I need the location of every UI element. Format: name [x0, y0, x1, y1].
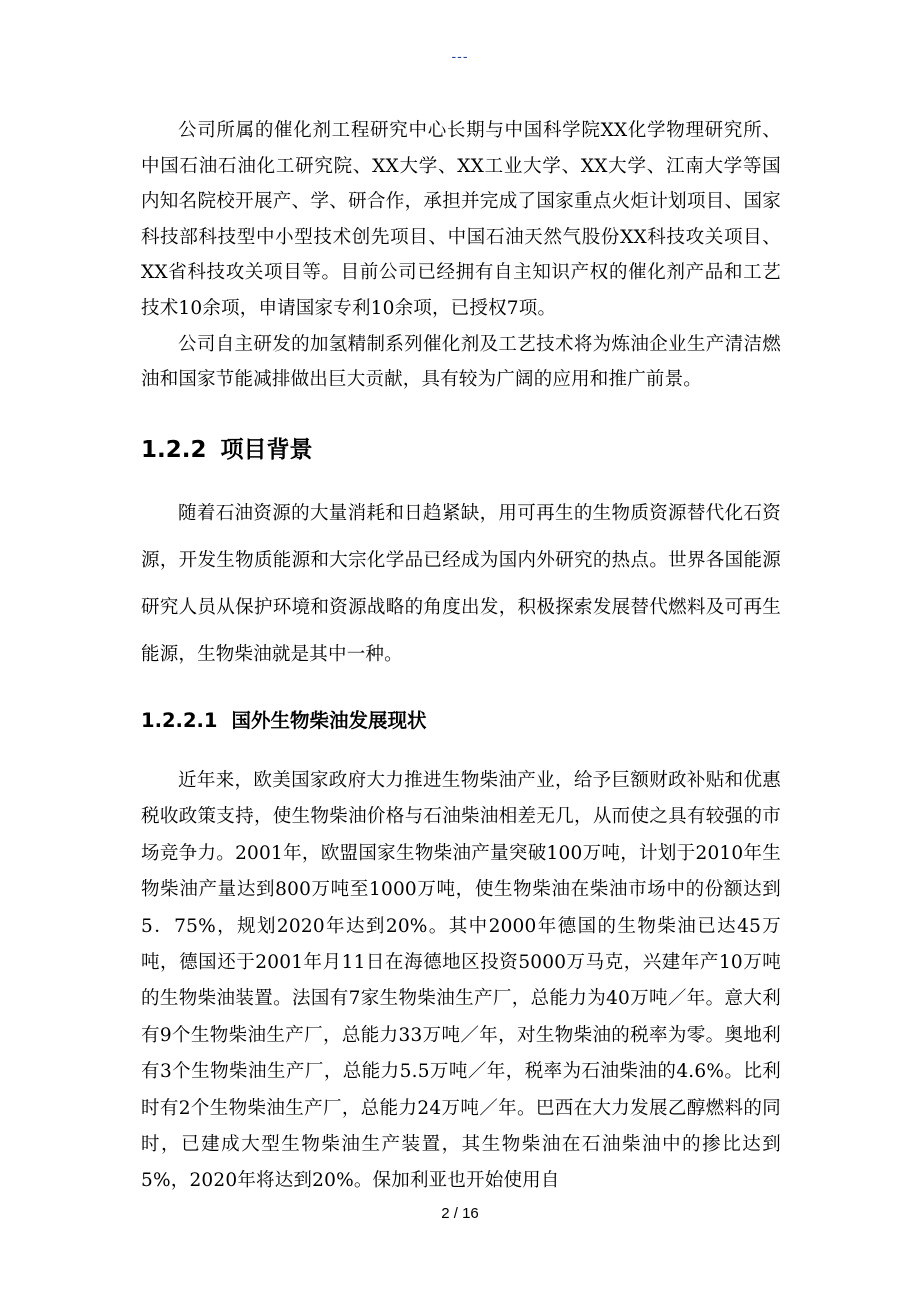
section-title: 项目背景: [220, 437, 313, 463]
foreign-section: [141, 763, 781, 1200]
intro-paragraph-2: 公司自主研发的加氢精制系列催化剂及工艺技术将为炼油企业生产清洁燃油和国家节能减排做出巨大贡献，具有较为广阔的应用和推广前景。: [141, 333, 781, 391]
background-section: [141, 490, 781, 678]
foreign-paragraph: 近年来，欧美国家政府大力推进生物柴油产业，给予巨额财政补贴和优惠税收政策支持，使生物柴油价格与石油柴油相差无几，从而使之具有较强的市场竞争力。2001年，欧盟国家生物柴油产量突破100万吨，计划于2010年生物柴油产量达到800万吨至1000万吨，使生物柴油在柴油市场中的份额达到5．75%，规划2020年达到20%。其中2000年德国的生物柴油已达45万吨，德国还于2001年月11日在海德地区投资5000万马克，兴建年产10万吨的生物柴油装置。法国有7家生物柴油生产厂，总能力为40万吨／年。意大利有9个生物柴油生产厂，总能力33万吨／年，对生物柴油的税率为零。奥地利有3个生物柴油生产厂，总能力5.5万吨／年，税率为石油柴油的4.6%。比利时有2个生物柴油生产厂，总能力24万吨／年。巴西在大力发展乙醇燃料的同时，已建成大型生物柴油生产装置，其生物柴油在石油柴油中的掺比达到5%，2020年将达到20%。保加利亚也开始使用自: [141, 770, 781, 1192]
intro-section: [141, 113, 781, 398]
section-heading-background: [141, 431, 313, 464]
subsection-number: 1.2.2.1: [141, 709, 218, 732]
header-mark: ---: [451, 48, 469, 64]
intro-paragraph-1: 公司所属的催化剂工程研究中心长期与中国科学院XX化学物理研究所、中国石油石油化工研究院、XX大学、XX工业大学、XX大学、江南大学等国内知名院校开展产、学、研合作，承担并完成了国家重点火炬计划项目、国家科技部科技型中小型技术创先项目、中国石油天然气股份XX科技攻关项目、XX省科技攻关项目等。目前公司已经拥有自主知识产权的催化剂产品和工艺技术10余项，申请国家专利10余项，已授权7项。: [141, 120, 781, 319]
background-paragraph: 随着石油资源的大量消耗和日趋紧缺，用可再生的生物质资源替代化石资源，开发生物质能源和大宗化学品已经成为国内外研究的热点。世界各国能源研究人员从保护环境和资源战略的角度出发，积极探索发展替代燃料及可再生能源，生物柴油就是其中一种。: [141, 503, 781, 665]
section-number: 1.2.2: [141, 437, 207, 463]
page-number: 2 / 16: [441, 1205, 479, 1222]
subsection-heading-foreign: [141, 705, 427, 733]
subsection-title: 国外生物柴油发展现状: [231, 709, 427, 732]
